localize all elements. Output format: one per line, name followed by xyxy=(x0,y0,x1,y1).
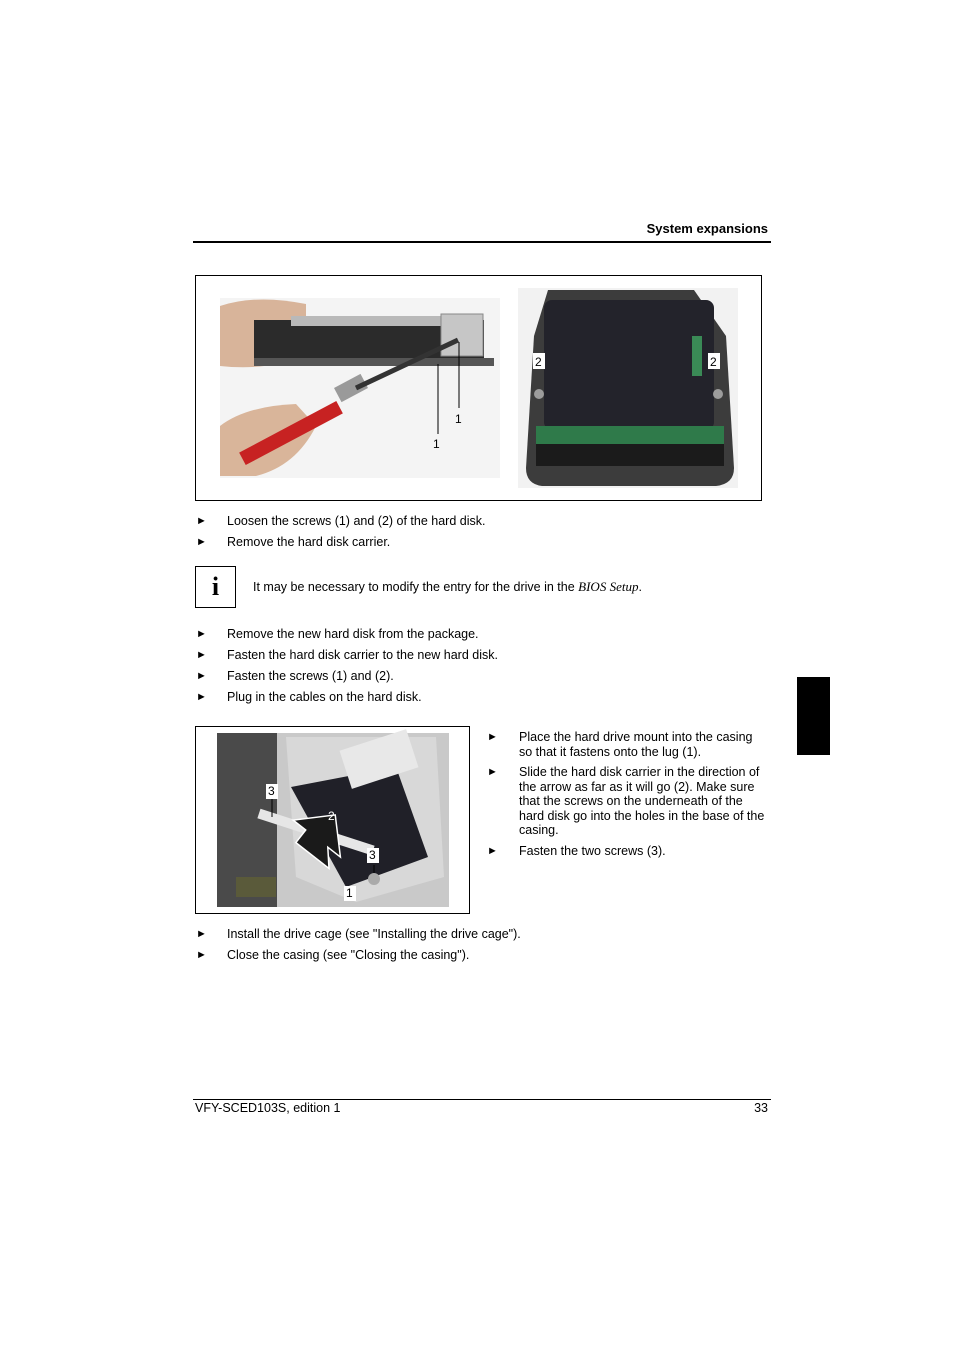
header-rule xyxy=(193,241,771,243)
bullet-icon: ► xyxy=(196,536,207,548)
callout-screw-2b: 2 xyxy=(710,355,717,369)
callout-arrow-2: 2 xyxy=(328,809,335,823)
bullet-icon: ► xyxy=(487,766,498,778)
callout-screw-3b: 3 xyxy=(369,848,376,862)
bullet-icon: ► xyxy=(196,515,207,527)
figure-remove-carrier-illustration xyxy=(196,276,761,500)
figure-install-carrier xyxy=(195,726,470,914)
chapter-tab xyxy=(797,677,830,755)
info-note: It may be necessary to modify the entry for the drive in the BIOS Setup. xyxy=(253,579,642,594)
figure-remove-carrier xyxy=(195,275,762,501)
bullet-icon: ► xyxy=(196,691,207,703)
footer-doc-id: VFY-SCED103S, edition 1 xyxy=(195,1101,341,1115)
bullet-icon: ► xyxy=(196,628,207,640)
callout-screw-3a: 3 xyxy=(268,784,275,798)
bullet-icon: ► xyxy=(196,670,207,682)
info-icon: i xyxy=(195,566,236,608)
page-number: 33 xyxy=(754,1101,768,1115)
footer-rule xyxy=(193,1099,771,1100)
hard-disk-photo-left xyxy=(220,298,500,478)
running-header: System expansions xyxy=(646,221,768,236)
callout-screw-2a: 2 xyxy=(535,355,542,369)
callout-screw-1b: 1 xyxy=(455,412,462,426)
bios-setup-term: BIOS Setup xyxy=(578,579,639,594)
bullet-icon: ► xyxy=(487,845,498,857)
callout-screw-1a: 1 xyxy=(433,437,440,451)
bullet-icon: ► xyxy=(487,731,498,743)
hard-disk-photo-right xyxy=(518,288,738,488)
callout-lug-1: 1 xyxy=(346,886,353,900)
bullet-icon: ► xyxy=(196,928,207,940)
bullet-icon: ► xyxy=(196,649,207,661)
bullet-icon: ► xyxy=(196,949,207,961)
